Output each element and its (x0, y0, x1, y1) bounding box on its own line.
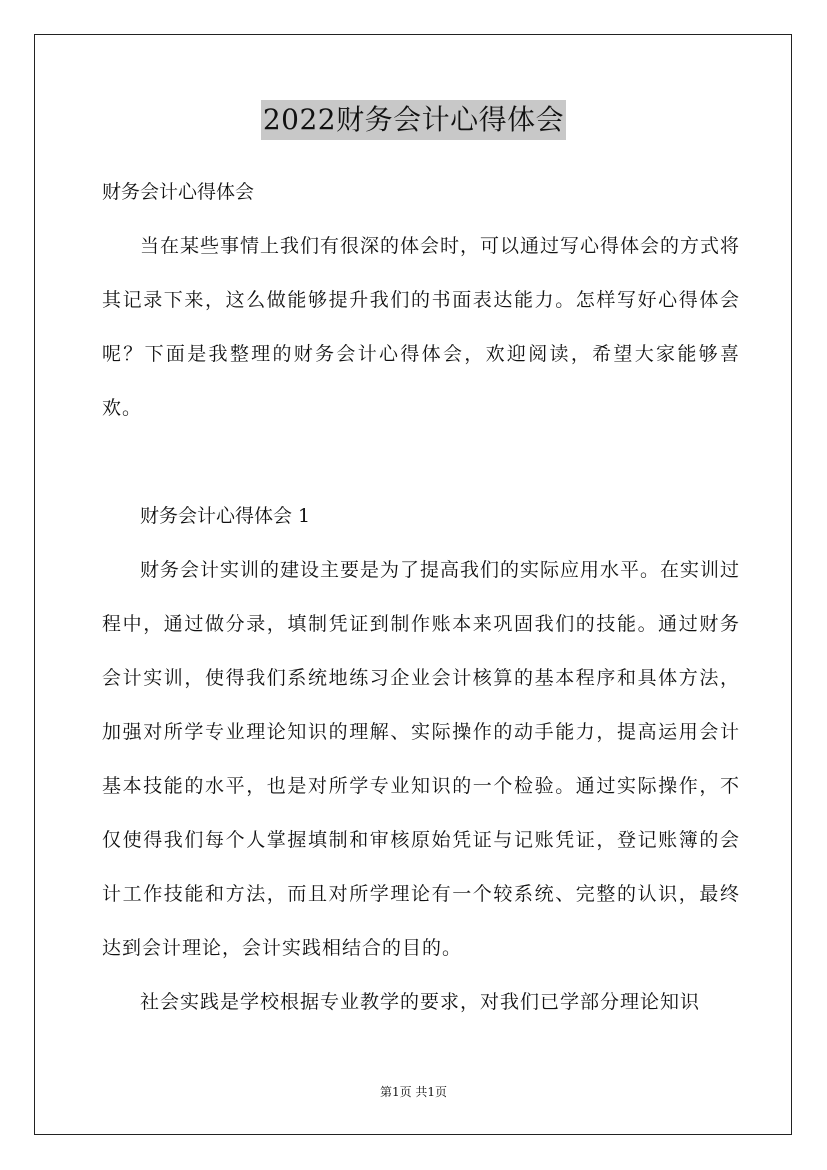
document-body (102, 165, 740, 1029)
section-title: 财务会计心得体会 1 (140, 505, 311, 527)
body-paragraph-1: 财务会计实训的建设主要是为了提高我们的实际应用水平。在实训过程中，通过做分录，填制凭证到制作账本来巩固我们的技能。通过财务会计实训，使得我们系统地练习企业会计核算的基本程序和具体方法，加强对所学专业理论知识的理解、实际操作的动手能力，提高运用会计基本技能的水平，也是对所学专业知识的一个检验。通过实际操作，不仅使得我们每个人掌握填制和审核原始凭证与记账凭证，登记账簿的会计工作技能和方法，而且对所学理论有一个较系统、完整的认识，最终达到会计理论，会计实践相结合的目的。 (102, 559, 741, 959)
body-paragraph-2: 社会实践是学校根据专业教学的要求，对我们已学部分理论知识 (140, 991, 701, 1013)
spacer (102, 435, 740, 489)
title-wrapper (0, 100, 827, 140)
intro-paragraph: 当在某些事情上我们有很深的体会时，可以通过写心得体会的方式将其记录下来，这么做能够提升我们的书面表达能力。怎样写好心得体会呢？下面是我整理的财务会计心得体会，欢迎阅读，希望大家能够喜欢。 (102, 235, 741, 419)
document-subtitle: 财务会计心得体会 (102, 181, 255, 203)
page-footer: 第1页 共1页 (379, 1085, 448, 1099)
document-title: 2022财务会计心得体会 (261, 100, 566, 140)
